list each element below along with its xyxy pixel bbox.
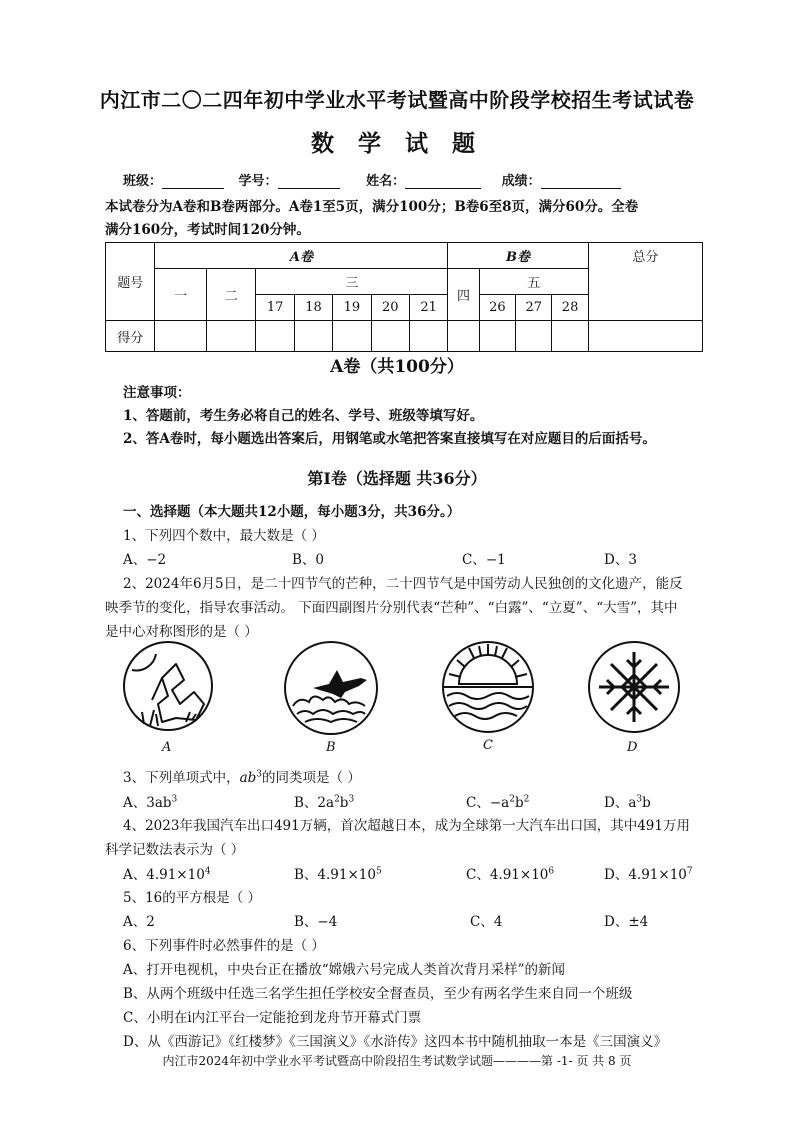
q1-option-d[interactable]: D、3 [604, 552, 637, 568]
q4-d-exp: 7 [686, 866, 693, 877]
score-table [105, 242, 703, 352]
daxue-figure[interactable] [587, 640, 681, 734]
score-cell[interactable] [256, 321, 294, 352]
q6-option-b[interactable]: B、从两个班级中任选三名学生担任学校安全督查员，至少有两名学生来自同一个班级 [123, 986, 633, 1002]
score-label: 成绩： [501, 174, 541, 189]
q3-b-mid: b [339, 795, 349, 811]
q4-option-b[interactable] [294, 863, 382, 883]
section1-heading: 一、选择题（本大题共12小题，每小题3分，共36分。） [123, 504, 461, 520]
q4-d-text: D、4.91×10 [604, 867, 687, 883]
q4-b-text: B、4.91×10 [294, 867, 376, 883]
q3-d-text: D、a [604, 795, 637, 811]
b-section-header: B卷 [448, 243, 588, 269]
q5-option-c[interactable]: C、4 [470, 914, 503, 930]
q-num-cell: 21 [409, 295, 447, 321]
notes-item-2: 2、答A卷时，每小题选出答案后，用钢笔或水笔把答案直接填写在对应题目的后面括号。 [123, 431, 656, 447]
q2-line-2: 映季节的变化，指导农事活动。 下面四副图片分别代表“芒种”、“白露”、“立夏”、“大雪”，其中 [105, 600, 678, 616]
a-section-header: A卷 [155, 243, 448, 269]
q-num-cell: 28 [552, 295, 588, 321]
score-cell[interactable] [516, 321, 552, 352]
intro-line-2: 满分160分，考试时间120分钟。 [105, 222, 310, 238]
col-five: 五 [479, 269, 588, 295]
score-cell[interactable] [588, 321, 702, 352]
score-cell[interactable] [409, 321, 447, 352]
section-a-heading: A卷（共100分） [330, 357, 464, 377]
q4-option-c[interactable] [466, 863, 554, 883]
score-row-label: 得分 [106, 321, 155, 352]
q-num-cell: 27 [516, 295, 552, 321]
figure-label-b: B [326, 740, 336, 755]
q5-option-b[interactable]: B、−4 [294, 914, 338, 930]
bailu-figure[interactable] [283, 640, 379, 736]
q3-c-exp1: 2 [509, 794, 515, 805]
q4-b-exp: 5 [375, 866, 382, 877]
figure-label-c: C [483, 738, 493, 753]
q5-option-d[interactable]: D、±4 [604, 914, 649, 930]
q-num-cell: 19 [333, 295, 371, 321]
q4-line-2: 科学记数法表示为（ ） [105, 842, 245, 858]
question-number-label: 题号 [106, 243, 155, 321]
q3-a-exp: 3 [171, 794, 178, 805]
q-num-cell: 26 [479, 295, 515, 321]
q1-option-b[interactable]: B、0 [292, 552, 325, 568]
q4-line-1: 4、2023年我国汽车出口491万辆，首次超越日本，成为全球第一大汽车出口国，其中491万用 [123, 818, 690, 834]
class-field[interactable] [162, 174, 224, 189]
q1-option-a[interactable]: A、−2 [123, 552, 167, 568]
score-cell[interactable] [448, 321, 479, 352]
score-cell[interactable] [371, 321, 409, 352]
figure-label-d: D [627, 740, 638, 755]
notes-item-1: 1、答题前，考生务必将自己的姓名、学号、班级等填写好。 [123, 408, 484, 424]
id-field[interactable] [278, 174, 340, 189]
q3-d-post: b [642, 795, 651, 811]
q3-b-text: B、2a [294, 795, 335, 811]
q6-option-c[interactable]: C、小明在i内江平台一定能抢到龙舟节开幕式门票 [123, 1010, 422, 1026]
q3-option-a[interactable] [123, 791, 177, 811]
lixia-figure[interactable] [441, 640, 535, 734]
q6-stem: 6、下列事件时必然事件的是（ ） [123, 938, 325, 954]
q3-b-exp1: 2 [334, 794, 340, 805]
q-num-cell: 18 [294, 295, 332, 321]
q6-option-d[interactable]: D、从《西游记》《红楼梦》《三国演义》《水浒传》这四本书中随机抽取一本是《三国演义》 [123, 1034, 668, 1050]
col-three: 三 [256, 269, 448, 295]
q6-option-a[interactable]: A、打开电视机，中央台正在播放“嫦娥六号完成人类首次背月采样”的新闻 [123, 962, 566, 978]
q3-option-b[interactable] [294, 791, 354, 811]
class-label: 班级： [123, 174, 163, 189]
q3-stem-base: ab [239, 770, 257, 786]
q4-option-a[interactable] [123, 863, 211, 883]
q1-stem: 1、下列四个数中，最大数是（ ） [123, 528, 325, 544]
exam-subtitle: 数 学 试 题 [310, 130, 484, 157]
q4-a-text: A、4.91×10 [123, 867, 205, 883]
q3-c-mid: b [514, 795, 524, 811]
q-num-cell: 17 [256, 295, 294, 321]
score-cell[interactable] [207, 321, 256, 352]
q3-stem [123, 766, 361, 786]
q3-a-text: A、3ab [123, 795, 172, 811]
q3-option-d[interactable] [604, 791, 651, 811]
q1-option-c[interactable]: C、−1 [462, 552, 506, 568]
score-cell[interactable] [333, 321, 371, 352]
q3-d-exp: 3 [636, 794, 643, 805]
col-two: 二 [207, 269, 256, 321]
notes [123, 382, 728, 451]
q-num-cell: 20 [371, 295, 409, 321]
mangzhong-figure[interactable] [122, 640, 214, 732]
q2-line-3: 是中心对称图形的是（ ） [105, 624, 258, 640]
q3-option-c[interactable] [466, 791, 529, 811]
name-field[interactable] [405, 174, 481, 189]
q4-c-exp: 6 [548, 866, 555, 877]
q3-stem-post: 的同类项是（ ） [262, 770, 361, 786]
q3-c-exp2: 2 [523, 794, 530, 805]
score-field[interactable] [541, 174, 621, 189]
q2-line-1: 2、2024年6月5日，是二十四节气的芒种，二十四节气是中国劳动人民独创的文化遗产，能反 [123, 576, 683, 592]
score-cell[interactable] [479, 321, 515, 352]
part1-title: 第Ⅰ卷（选择题 共36分） [307, 469, 487, 488]
score-cell[interactable] [294, 321, 332, 352]
figure-label-a: A [162, 740, 172, 755]
score-cell[interactable] [552, 321, 588, 352]
id-label: 学号： [238, 174, 278, 189]
q3-b-exp2: 3 [348, 794, 355, 805]
page-footer: 内江市2024年初中学业水平考试暨高中阶段招生考试数学试题————第 -1- 页 共 8 页 [162, 1054, 632, 1068]
intro-text [105, 196, 710, 242]
col-one: 一 [155, 269, 207, 321]
q4-option-d[interactable] [604, 863, 693, 883]
name-label: 姓名： [366, 174, 406, 189]
total-header: 总分 [588, 243, 702, 321]
q3-stem-pre: 3、下列单项式中， [123, 770, 240, 786]
exam-title: 内江市二〇二四年初中学业水平考试暨高中阶段学校招生考试试卷 [99, 88, 695, 112]
q5-stem: 5、16的平方根是（ ） [123, 890, 262, 906]
q4-a-exp: 4 [204, 866, 211, 877]
q3-c-text: C、−a [466, 795, 510, 811]
notes-heading: 注意事项： [123, 385, 191, 401]
q4-c-text: C、4.91×10 [466, 867, 549, 883]
intro-line-1: 本试卷分为A卷和B卷两部分。A卷1至5页，满分100分；B卷6至8页，满分60分。全卷 [105, 199, 639, 215]
student-info-row [123, 170, 683, 189]
q5-option-a[interactable]: A、2 [123, 914, 155, 930]
col-four: 四 [448, 269, 479, 321]
q3-stem-exp: 3 [256, 769, 263, 780]
score-cell[interactable] [155, 321, 207, 352]
